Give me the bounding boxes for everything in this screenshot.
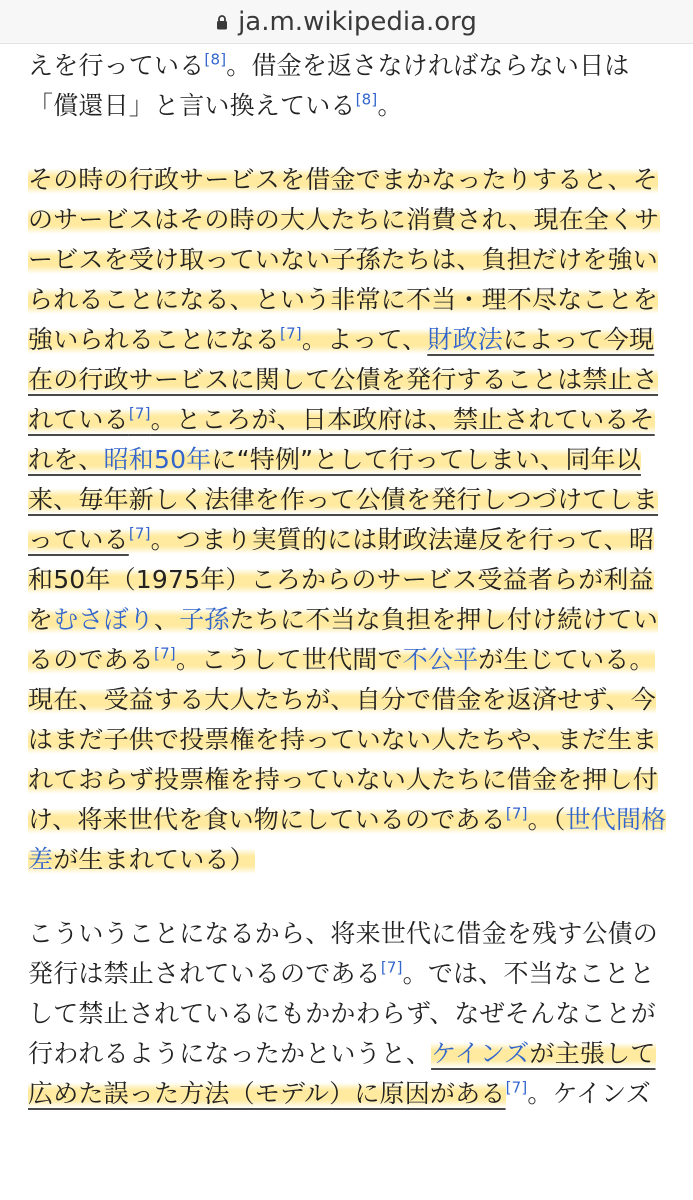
text: その時の行政サービスを借金でまかなったりすると、そのサービスはその時の大人たちに消費され、現在全くサービスを受け取っていない子孫たちは、負担だけを強いられることになる、という非常に不当・理不尽なことを強いられることになる [28,165,660,354]
highlighted-text [28,165,666,874]
citation-link[interactable]: [8] [204,50,227,69]
text: こういうことになるから、将来世代に借金を残す公債の発行は禁止されているのである [28,919,659,988]
text: えを行っている [28,51,205,80]
citation-link[interactable]: [7] [505,1078,528,1097]
link-fukohei[interactable]: 不公平 [402,645,479,674]
text: 。借金を返さなければならない日は「償還日」と言い換えている [28,51,630,120]
text: 。（ [527,805,566,834]
text: に“特例”として行ってしまい、同年以来、毎年新しく法律を作って公債を発行しつづけてしまっている [28,445,659,554]
citation-link[interactable]: [7] [380,958,403,977]
article-body [28,46,668,1114]
citation-link[interactable]: [7] [505,804,528,823]
text: が生じている。現在、受益する大人たちが、自分で借金を返済せず、今はまだ子供で投票権を持っていない人たちや、まだ生まれておらず投票権を持っていない人たちに借金を押し付け、将来世代を食い物にしているのである [28,645,659,834]
text: 。ところが、日本政府は、禁止されているそれを、 [28,405,655,474]
link-zaiseiho[interactable]: 財政法 [427,325,503,354]
citation-link[interactable]: [7] [154,644,176,663]
link-musabori[interactable]: むさぼり [53,605,155,634]
text: が主張して広めた誤った方法（モデル）に原因がある [28,1039,656,1108]
citation-link[interactable]: [7] [128,524,151,543]
address-bar[interactable] [0,0,693,44]
link-sedaikan-kakusa[interactable]: 世代間格差 [28,805,667,874]
text: 。よって、 [301,325,428,354]
text: が生まれている） [53,845,255,874]
paragraph-2 [28,160,668,880]
link-shison[interactable]: 子孫 [179,605,230,634]
paragraph-1 [28,46,668,126]
text: たちに不当な負担を押し付け続けているのである [28,605,659,674]
text: 。 [377,91,403,120]
citation-link[interactable]: [7] [280,324,302,343]
text: 。ケインズ [527,1079,651,1108]
url-text: ja.m.wikipedia.org [238,6,477,37]
link-showa50[interactable]: 昭和50年 [103,445,212,474]
text: によって今現在の行政サービスに関して公債を発行することは禁止されている [28,325,659,434]
citation-link[interactable]: [8] [355,90,378,109]
paragraph-3 [28,914,668,1114]
text: 。では、不当なこととして禁止されているにもかかわらず、なぜそんなことが行われるようになったかというと、 [28,959,657,1068]
text: 。つまり実質的には財政法違反を行って、昭和50年（1975年）ころからのサービス受益者らが利益を [28,525,655,634]
underlined-text [28,325,658,554]
lock-icon [216,15,228,30]
link-keynes[interactable]: ケインズ [431,1039,530,1068]
text: 、 [154,605,180,634]
citation-link[interactable]: [7] [128,404,151,423]
text: 。こうして世代間で [175,645,403,674]
